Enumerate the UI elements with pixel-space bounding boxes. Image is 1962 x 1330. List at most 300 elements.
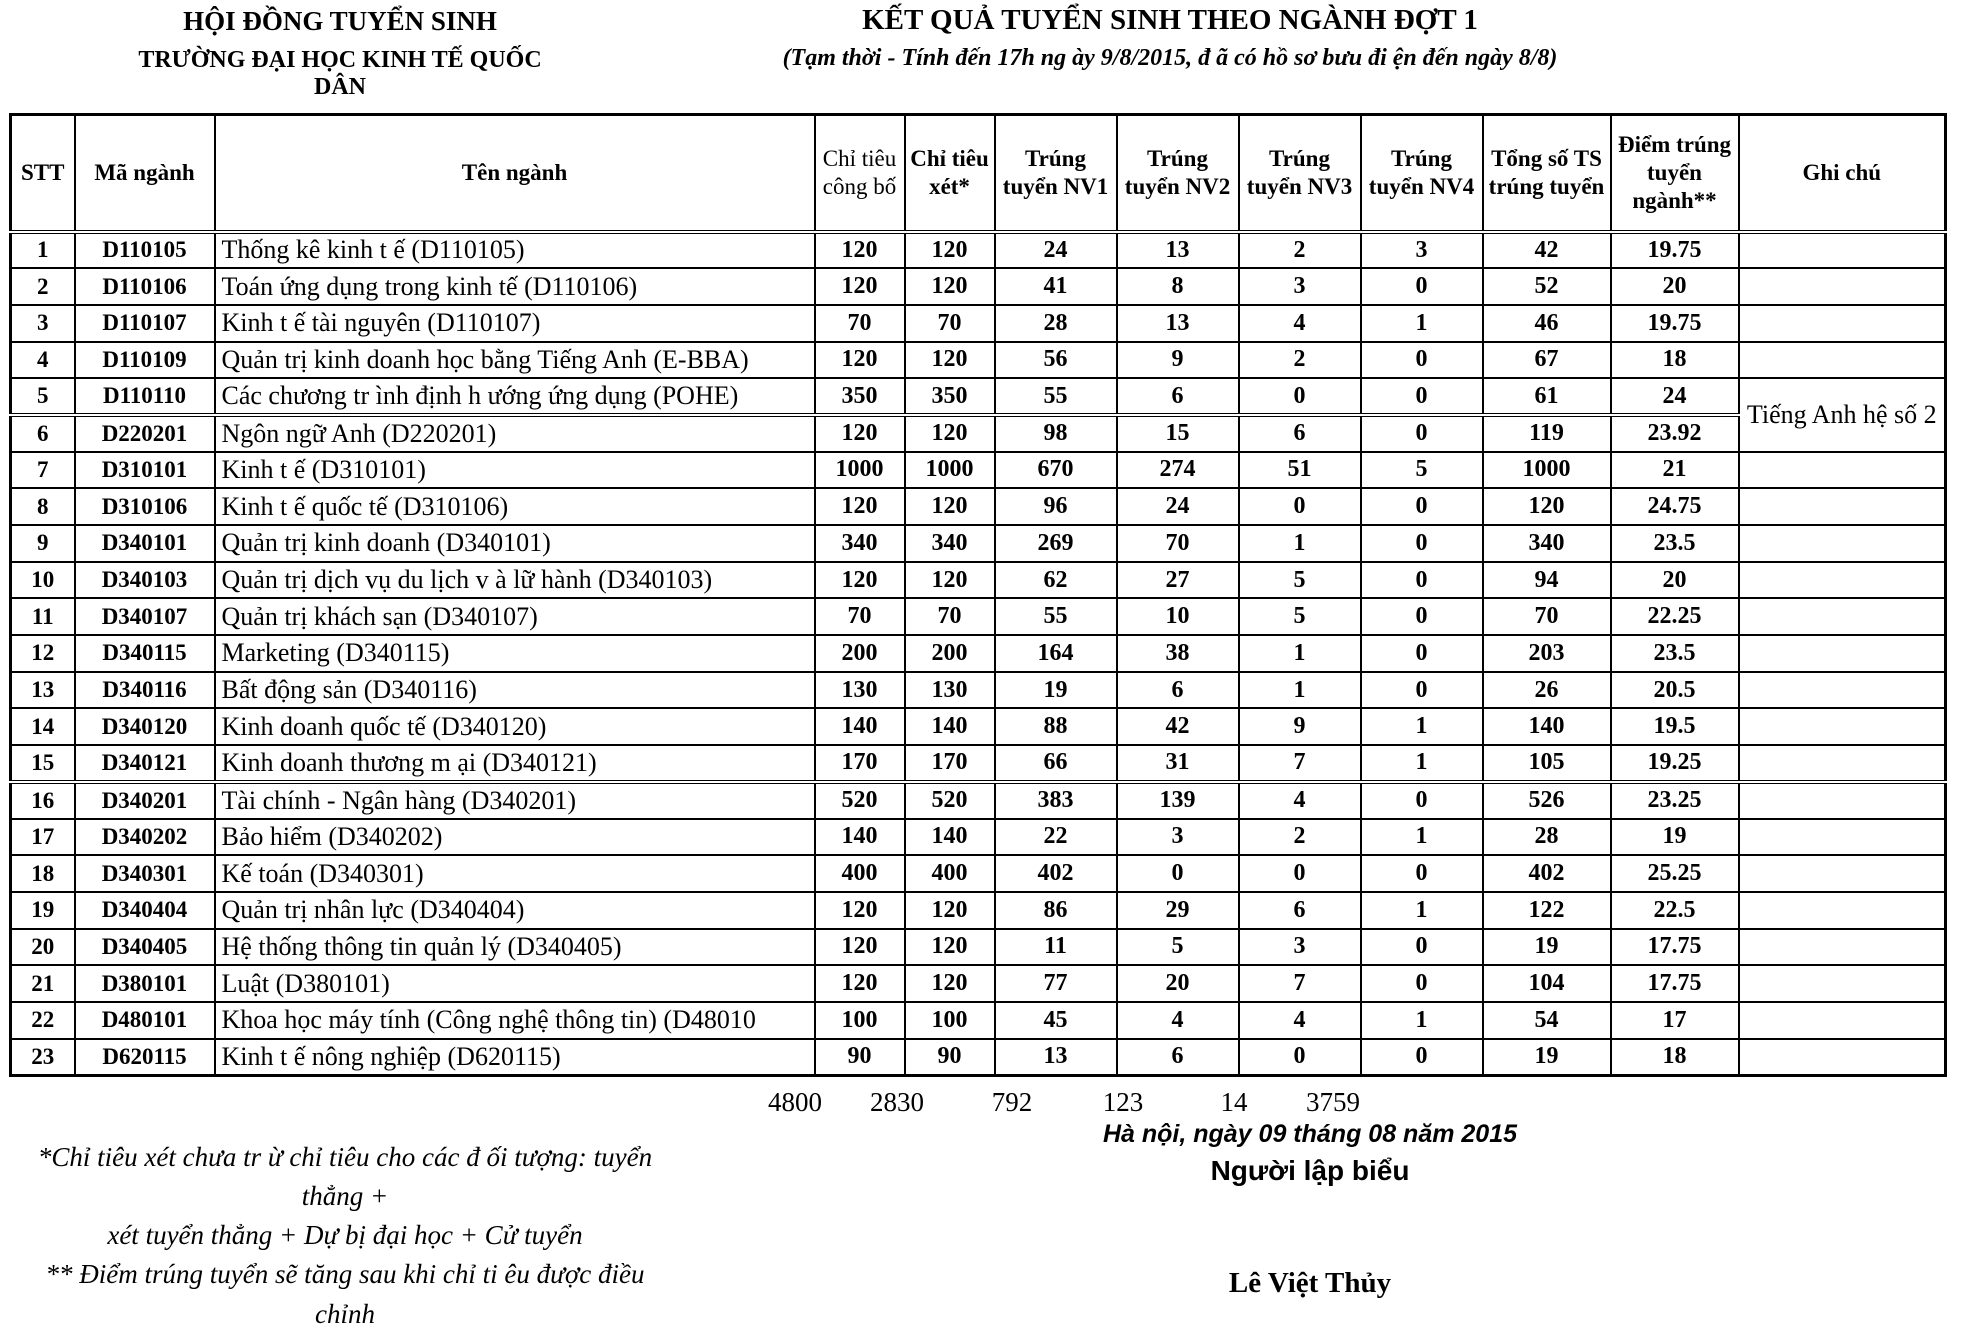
quota-announced: 170	[815, 745, 905, 782]
cutoff-score: 25.25	[1611, 855, 1739, 892]
admitted-nv3: 6	[1239, 415, 1361, 452]
quota-announced: 120	[815, 415, 905, 452]
title-block	[740, 4, 1600, 72]
major-name: Kinh t ế nông nghiệp (D620115)	[215, 1039, 815, 1076]
major-code: D620115	[75, 1039, 215, 1076]
org-header	[130, 6, 550, 101]
row-index: 12	[11, 635, 75, 672]
total-admitted: 26	[1483, 672, 1611, 709]
table-header	[11, 115, 1946, 232]
major-name: Bất động sản (D340116)	[215, 672, 815, 709]
row-index: 16	[11, 782, 75, 819]
admitted-nv3: 2	[1239, 342, 1361, 379]
major-name: Quản trị khách sạn (D340107)	[215, 598, 815, 635]
admitted-nv4: 1	[1361, 305, 1483, 342]
cutoff-score: 24	[1611, 378, 1739, 415]
admitted-nv4: 0	[1361, 268, 1483, 305]
quota-reviewed: 120	[905, 562, 995, 599]
table-row	[11, 378, 1946, 415]
admitted-nv4: 0	[1361, 598, 1483, 635]
row-index: 2	[11, 268, 75, 305]
cutoff-score: 17	[1611, 1002, 1739, 1039]
major-code: D110106	[75, 268, 215, 305]
admitted-nv1: 41	[995, 268, 1117, 305]
cutoff-score: 22.5	[1611, 892, 1739, 929]
admitted-nv3: 5	[1239, 598, 1361, 635]
admitted-nv2: 139	[1117, 782, 1239, 819]
row-index: 8	[11, 488, 75, 525]
cutoff-score: 23.25	[1611, 782, 1739, 819]
quota-announced: 120	[815, 965, 905, 1002]
note-cell	[1739, 268, 1946, 305]
total-admitted: 1000	[1483, 452, 1611, 489]
major-code: D480101	[75, 1002, 215, 1039]
admitted-nv2: 3	[1117, 819, 1239, 856]
major-code: D340301	[75, 855, 215, 892]
major-name: Bảo hiểm (D340202)	[215, 819, 815, 856]
total-admitted: 119	[1483, 415, 1611, 452]
quota-announced: 140	[815, 819, 905, 856]
quota-reviewed: 120	[905, 965, 995, 1002]
quota-announced: 90	[815, 1039, 905, 1076]
col-header-1: STT	[11, 115, 75, 232]
admitted-nv4: 0	[1361, 488, 1483, 525]
quota-announced: 120	[815, 232, 905, 269]
row-index: 21	[11, 965, 75, 1002]
admitted-nv2: 5	[1117, 929, 1239, 966]
major-code: D340120	[75, 708, 215, 745]
quota-reviewed: 400	[905, 855, 995, 892]
total-admitted: 19	[1483, 1039, 1611, 1076]
admitted-nv1: 13	[995, 1039, 1117, 1076]
note-cell	[1739, 562, 1946, 599]
admitted-nv1: 28	[995, 305, 1117, 342]
table-row	[11, 965, 1946, 1002]
admitted-nv4: 0	[1361, 562, 1483, 599]
major-code: D340405	[75, 929, 215, 966]
admitted-nv2: 31	[1117, 745, 1239, 782]
cutoff-score: 19	[1611, 819, 1739, 856]
quota-reviewed: 70	[905, 305, 995, 342]
note-cell	[1739, 782, 1946, 819]
major-code: D340202	[75, 819, 215, 856]
quota-announced: 200	[815, 635, 905, 672]
admitted-nv4: 1	[1361, 819, 1483, 856]
table-row	[11, 782, 1946, 819]
admitted-nv3: 4	[1239, 1002, 1361, 1039]
row-index: 11	[11, 598, 75, 635]
admitted-nv4: 0	[1361, 525, 1483, 562]
quota-announced: 120	[815, 342, 905, 379]
col-header-11: Điểm trúng tuyển ngành**	[1611, 115, 1739, 232]
table-row	[11, 855, 1946, 892]
table-row	[11, 415, 1946, 452]
cutoff-score: 20.5	[1611, 672, 1739, 709]
quota-announced: 120	[815, 562, 905, 599]
admitted-nv3: 3	[1239, 929, 1361, 966]
note-cell	[1739, 819, 1946, 856]
admitted-nv1: 11	[995, 929, 1117, 966]
signature-block	[1050, 1120, 1570, 1300]
admitted-nv4: 0	[1361, 929, 1483, 966]
quota-reviewed: 70	[905, 598, 995, 635]
cutoff-score: 23.92	[1611, 415, 1739, 452]
cutoff-score: 19.5	[1611, 708, 1739, 745]
admitted-nv1: 55	[995, 598, 1117, 635]
total-nv2: 792	[991, 1087, 1033, 1117]
major-name: Kinh t ế (D310101)	[215, 452, 815, 489]
quota-announced: 120	[815, 929, 905, 966]
major-name: Ngôn ngữ Anh (D220201)	[215, 415, 815, 452]
total-admitted: 340	[1483, 525, 1611, 562]
note-cell	[1739, 635, 1946, 672]
quota-announced: 400	[815, 855, 905, 892]
admitted-nv2: 42	[1117, 708, 1239, 745]
quota-reviewed: 100	[905, 1002, 995, 1039]
quota-reviewed: 120	[905, 892, 995, 929]
footnote-line2: xét tuyển thẳng + Dự bị đại học + Cử tuyển	[107, 1220, 583, 1251]
table-row	[11, 745, 1946, 782]
row-index: 7	[11, 452, 75, 489]
admitted-nv1: 45	[995, 1002, 1117, 1039]
admitted-nv3: 4	[1239, 305, 1361, 342]
admitted-nv2: 13	[1117, 305, 1239, 342]
total-admitted: 54	[1483, 1002, 1611, 1039]
table-row	[11, 525, 1946, 562]
major-code: D340116	[75, 672, 215, 709]
table-row	[11, 672, 1946, 709]
major-name: Quản trị kinh doanh (D340101)	[215, 525, 815, 562]
admitted-nv2: 29	[1117, 892, 1239, 929]
total-admitted: 42	[1483, 232, 1611, 269]
major-code: D340404	[75, 892, 215, 929]
col-header-9: Trúng tuyển NV4	[1361, 115, 1483, 232]
admitted-nv2: 70	[1117, 525, 1239, 562]
major-name: Các chương tr ình định h ướng ứng dụng (POHE)	[215, 378, 815, 415]
major-name: Kinh doanh thương m ại (D340121)	[215, 745, 815, 782]
major-code: D340107	[75, 598, 215, 635]
row-index: 20	[11, 929, 75, 966]
admitted-nv3: 0	[1239, 378, 1361, 415]
table-row	[11, 562, 1946, 599]
admitted-nv2: 0	[1117, 855, 1239, 892]
note-cell	[1739, 452, 1946, 489]
admitted-nv3: 7	[1239, 745, 1361, 782]
note-cell	[1739, 855, 1946, 892]
major-code: D340121	[75, 745, 215, 782]
admitted-nv1: 22	[995, 819, 1117, 856]
footnote-line1: *Chỉ tiêu xét chưa tr ừ chỉ tiêu cho các đ ối tượng: tuyển thẳng +	[37, 1142, 653, 1212]
cutoff-score: 17.75	[1611, 965, 1739, 1002]
quota-reviewed: 350	[905, 378, 995, 415]
footnotes	[25, 1138, 665, 1330]
major-name: Hệ thống thông tin quản lý (D340405)	[215, 929, 815, 966]
quota-reviewed: 120	[905, 342, 995, 379]
quota-announced: 1000	[815, 452, 905, 489]
total-admitted: 105	[1483, 745, 1611, 782]
col-header-7: Trúng tuyển NV2	[1117, 115, 1239, 232]
total-admitted: 28	[1483, 819, 1611, 856]
admissions-table	[9, 113, 1947, 1077]
table-row	[11, 598, 1946, 635]
admitted-nv1: 98	[995, 415, 1117, 452]
note-cell	[1739, 232, 1946, 269]
cutoff-score: 17.75	[1611, 929, 1739, 966]
major-name: Quản trị dịch vụ du lịch v à lữ hành (D340103)	[215, 562, 815, 599]
quota-reviewed: 140	[905, 819, 995, 856]
quota-announced: 70	[815, 305, 905, 342]
col-header-3: Tên ngành	[215, 115, 815, 232]
table-row	[11, 819, 1946, 856]
admitted-nv4: 5	[1361, 452, 1483, 489]
row-index: 6	[11, 415, 75, 452]
admitted-nv4: 1	[1361, 708, 1483, 745]
major-code: D340115	[75, 635, 215, 672]
admitted-nv3: 5	[1239, 562, 1361, 599]
admitted-nv3: 9	[1239, 708, 1361, 745]
total-admitted: 3759	[1306, 1087, 1360, 1117]
major-name: Kinh doanh quốc tế (D340120)	[215, 708, 815, 745]
admitted-nv2: 8	[1117, 268, 1239, 305]
major-name: Luật (D380101)	[215, 965, 815, 1002]
admitted-nv1: 402	[995, 855, 1117, 892]
quota-reviewed: 1000	[905, 452, 995, 489]
quota-reviewed: 520	[905, 782, 995, 819]
row-index: 19	[11, 892, 75, 929]
admitted-nv2: 38	[1117, 635, 1239, 672]
admitted-nv2: 27	[1117, 562, 1239, 599]
header-row	[11, 115, 1946, 232]
row-index: 18	[11, 855, 75, 892]
org-name-line2: TRƯỜNG ĐẠI HỌC KINH TẾ QUỐC DÂN	[138, 47, 542, 100]
row-index: 22	[11, 1002, 75, 1039]
row-index: 23	[11, 1039, 75, 1076]
total-quota-reviewed: 4800	[768, 1087, 822, 1117]
quota-announced: 120	[815, 268, 905, 305]
note-cell	[1739, 745, 1946, 782]
total-admitted: 203	[1483, 635, 1611, 672]
cutoff-score: 20	[1611, 562, 1739, 599]
major-code: D220201	[75, 415, 215, 452]
admitted-nv1: 88	[995, 708, 1117, 745]
table-row	[11, 1002, 1946, 1039]
cutoff-score: 18	[1611, 342, 1739, 379]
org-name-line1: HỘI ĐỒNG TUYỂN SINH	[183, 6, 497, 36]
admitted-nv3: 3	[1239, 268, 1361, 305]
admitted-nv3: 0	[1239, 488, 1361, 525]
admitted-nv4: 0	[1361, 635, 1483, 672]
admitted-nv4: 0	[1361, 415, 1483, 452]
note-cell	[1739, 488, 1946, 525]
admitted-nv2: 13	[1117, 232, 1239, 269]
admitted-nv2: 15	[1117, 415, 1239, 452]
row-index: 17	[11, 819, 75, 856]
total-admitted: 104	[1483, 965, 1611, 1002]
total-admitted: 19	[1483, 929, 1611, 966]
row-index: 10	[11, 562, 75, 599]
note-cell	[1739, 598, 1946, 635]
total-admitted: 46	[1483, 305, 1611, 342]
note-cell	[1739, 708, 1946, 745]
admitted-nv3: 1	[1239, 672, 1361, 709]
admitted-nv3: 1	[1239, 635, 1361, 672]
admitted-nv1: 96	[995, 488, 1117, 525]
admitted-nv2: 24	[1117, 488, 1239, 525]
note-cell	[1739, 965, 1946, 1002]
admitted-nv4: 0	[1361, 672, 1483, 709]
col-header-5: Chỉ tiêu xét*	[905, 115, 995, 232]
admitted-nv1: 383	[995, 782, 1117, 819]
quota-announced: 70	[815, 598, 905, 635]
major-code: D110110	[75, 378, 215, 415]
col-header-12: Ghi chú	[1739, 115, 1946, 232]
note-cell	[1739, 342, 1946, 379]
col-header-4: Chỉ tiêu công bố	[815, 115, 905, 232]
row-index: 14	[11, 708, 75, 745]
admitted-nv4: 0	[1361, 342, 1483, 379]
table-row	[11, 452, 1946, 489]
admitted-nv3: 6	[1239, 892, 1361, 929]
row-index: 9	[11, 525, 75, 562]
admitted-nv1: 670	[995, 452, 1117, 489]
admitted-nv1: 77	[995, 965, 1117, 1002]
major-code: D310106	[75, 488, 215, 525]
major-name: Tài chính - Ngân hàng (D340201)	[215, 782, 815, 819]
major-code: D340103	[75, 562, 215, 599]
note-cell	[1739, 525, 1946, 562]
admitted-nv2: 9	[1117, 342, 1239, 379]
total-nv4: 14	[1220, 1087, 1248, 1117]
admitted-nv1: 19	[995, 672, 1117, 709]
total-nv1: 2830	[870, 1087, 924, 1117]
major-name: Khoa học máy tính (Công nghệ thông tin) (D48010	[215, 1002, 815, 1039]
row-index: 5	[11, 378, 75, 415]
admitted-nv1: 55	[995, 378, 1117, 415]
major-code: D110105	[75, 232, 215, 269]
cutoff-score: 21	[1611, 452, 1739, 489]
major-code: D110107	[75, 305, 215, 342]
major-name: Kế toán (D340301)	[215, 855, 815, 892]
quota-announced: 520	[815, 782, 905, 819]
quota-reviewed: 120	[905, 415, 995, 452]
major-name: Kinh t ế quốc tế (D310106)	[215, 488, 815, 525]
admitted-nv4: 3	[1361, 232, 1483, 269]
cutoff-score: 19.25	[1611, 745, 1739, 782]
admitted-nv4: 0	[1361, 782, 1483, 819]
cutoff-score: 19.75	[1611, 305, 1739, 342]
admitted-nv3: 0	[1239, 855, 1361, 892]
row-index: 4	[11, 342, 75, 379]
admitted-nv4: 0	[1361, 965, 1483, 1002]
admitted-nv1: 24	[995, 232, 1117, 269]
admitted-nv2: 10	[1117, 598, 1239, 635]
quota-reviewed: 120	[905, 929, 995, 966]
note-cell	[1739, 305, 1946, 342]
signature-name: Lê Việt Thủy	[1228, 1267, 1392, 1299]
total-admitted: 122	[1483, 892, 1611, 929]
quota-announced: 340	[815, 525, 905, 562]
admitted-nv1: 62	[995, 562, 1117, 599]
total-admitted: 120	[1483, 488, 1611, 525]
table-body	[11, 232, 1946, 1076]
document-subtitle: (Tạm thời - Tính đến 17h ng ày 9/8/2015, đ ã có hồ sơ bưu đi ện đến ngày 8/8)	[782, 45, 1558, 71]
quota-announced: 120	[815, 488, 905, 525]
col-header-6: Trúng tuyển NV1	[995, 115, 1117, 232]
total-admitted: 526	[1483, 782, 1611, 819]
row-index: 3	[11, 305, 75, 342]
signature-place-date: Hà nội, ngày 09 tháng 08 năm 2015	[1102, 1120, 1518, 1148]
quota-reviewed: 120	[905, 268, 995, 305]
quota-announced: 130	[815, 672, 905, 709]
col-header-2: Mã ngành	[75, 115, 215, 232]
document-title: KẾT QUẢ TUYỂN SINH THEO NGÀNH ĐỢT 1	[862, 4, 1478, 36]
admitted-nv1: 164	[995, 635, 1117, 672]
cutoff-score: 24.75	[1611, 488, 1739, 525]
quota-announced: 120	[815, 892, 905, 929]
admitted-nv4: 0	[1361, 855, 1483, 892]
admitted-nv3: 2	[1239, 232, 1361, 269]
total-nv3: 123	[1102, 1087, 1144, 1117]
major-name: Quản trị nhân lực (D340404)	[215, 892, 815, 929]
admitted-nv2: 6	[1117, 672, 1239, 709]
table-row	[11, 892, 1946, 929]
total-admitted: 70	[1483, 598, 1611, 635]
cutoff-score: 23.5	[1611, 525, 1739, 562]
quota-announced: 350	[815, 378, 905, 415]
major-name: Kinh t ế tài nguyên (D110107)	[215, 305, 815, 342]
total-admitted: 402	[1483, 855, 1611, 892]
row-index: 13	[11, 672, 75, 709]
note-cell	[1739, 1039, 1946, 1076]
quota-reviewed: 120	[905, 488, 995, 525]
row-index: 1	[11, 232, 75, 269]
totals-row	[0, 1087, 1962, 1123]
admitted-nv3: 2	[1239, 819, 1361, 856]
admitted-nv3: 0	[1239, 1039, 1361, 1076]
admitted-nv1: 66	[995, 745, 1117, 782]
quota-reviewed: 120	[905, 232, 995, 269]
total-admitted: 61	[1483, 378, 1611, 415]
total-admitted: 67	[1483, 342, 1611, 379]
admitted-nv4: 0	[1361, 1039, 1483, 1076]
col-header-8: Trúng tuyển NV3	[1239, 115, 1361, 232]
admitted-nv2: 274	[1117, 452, 1239, 489]
quota-announced: 100	[815, 1002, 905, 1039]
admitted-nv4: 1	[1361, 1002, 1483, 1039]
admitted-nv2: 6	[1117, 1039, 1239, 1076]
total-admitted: 140	[1483, 708, 1611, 745]
quota-reviewed: 140	[905, 708, 995, 745]
total-admitted: 94	[1483, 562, 1611, 599]
major-code: D310101	[75, 452, 215, 489]
footnote-line3: ** Điểm trúng tuyển sẽ tăng sau khi chỉ ti êu được điều chỉnh	[45, 1259, 645, 1329]
table-row	[11, 488, 1946, 525]
note-cell	[1739, 892, 1946, 929]
quota-reviewed: 130	[905, 672, 995, 709]
quota-reviewed: 340	[905, 525, 995, 562]
admitted-nv1: 56	[995, 342, 1117, 379]
table-row	[11, 708, 1946, 745]
admitted-nv4: 0	[1361, 378, 1483, 415]
major-code: D340101	[75, 525, 215, 562]
cutoff-score: 20	[1611, 268, 1739, 305]
cutoff-score: 22.25	[1611, 598, 1739, 635]
note-cell: Tiếng Anh hệ số 2	[1739, 378, 1946, 451]
admitted-nv2: 4	[1117, 1002, 1239, 1039]
admitted-nv2: 20	[1117, 965, 1239, 1002]
signature-role: Người lập biểu	[1210, 1155, 1410, 1186]
major-code: D340201	[75, 782, 215, 819]
